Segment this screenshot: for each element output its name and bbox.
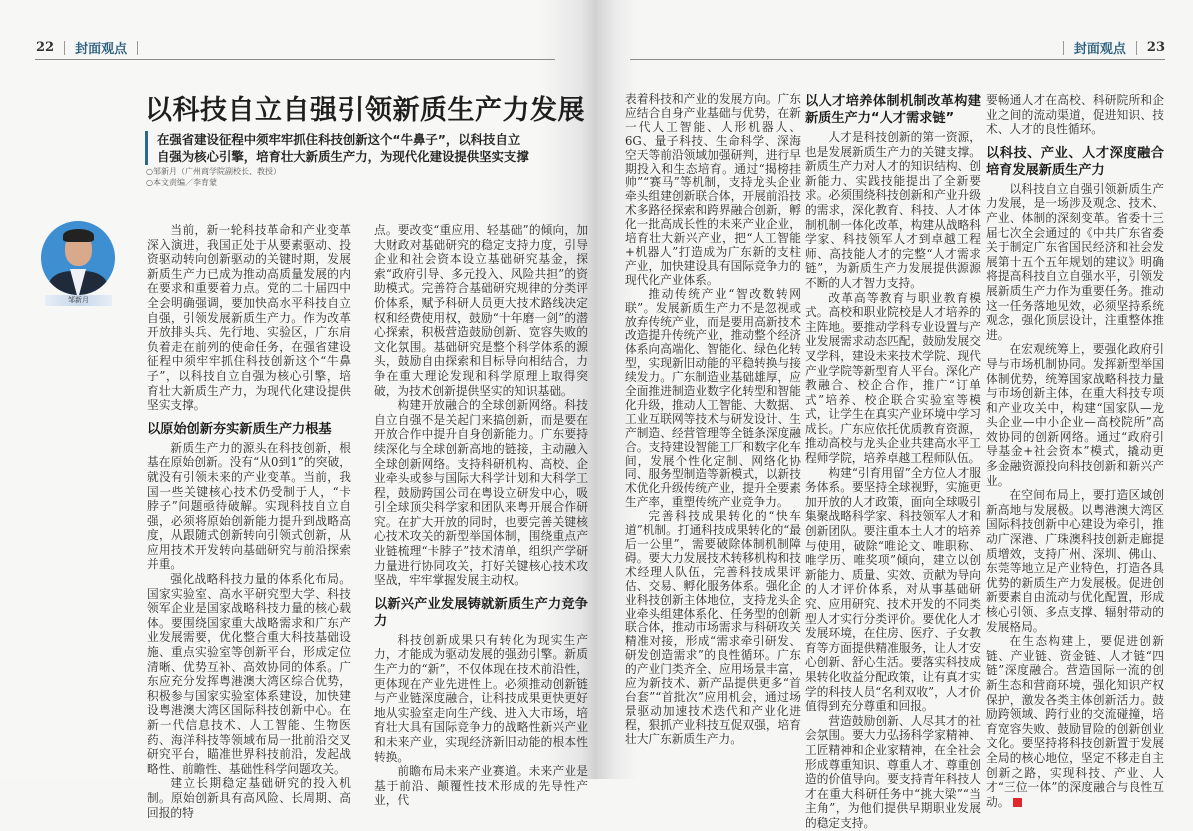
section-heading: 以新兴产业发展铸就新质生产力竞争力 [374, 596, 588, 629]
paragraph: 在宏观统筹上，要强化政府引导与市场机制协同。发挥新型举国体制优势，统筹国家战略科技力量与市场创新主体，在重大科技专项和产业攻关中，构建“国家队—龙头企业—中小企业—高校院所”高效协同的创新网络。通过“政府引导基金+社会资本”模式，撬动更多金融资源投向科技创新和新兴产业。 [986, 342, 1164, 488]
paragraph: 营造鼓励创新、人尽其才的社会氛围。要大力弘扬科学家精神、工匠精神和企业家精神，在全社会形成尊重知识、尊重人才、尊重创造的价值导向。要支持青年科技人才在重大科研任务中“挑大梁”“当主角”，为他们提供早期职业发展的稳定支持。 [805, 713, 981, 830]
divider [64, 41, 65, 55]
page-number: 22 [36, 40, 55, 55]
section-heading: 以原始创新夯实新质生产力根基 [147, 421, 332, 437]
paragraph: 构建“引育用留”全方位人才服务体系。要坚持全球视野，实施更加开放的人才政策，面向全球吸引集聚战略科学家、科技领军人才和创新团队。要注重本土人才的培养与使用，破除“唯论文、唯职称、唯学历、唯奖项”倾向，建立以创新能力、质量、实效、贡献为导向的人才评价体系，对从事基础研究、应用研究、技术开发的不同类型人才实行分类评价。要优化人才发展环境，在住房、医疗、子女教育等方面提供精准服务，让人才安心创新、舒心生活。要落实科技成果转化收益分配政策，让有真才实学的科技人员“名利双收”，人才价值得到充分尊重和回报。 [805, 465, 981, 714]
section-heading: 以科技、产业、人才深度融合培育发展新质生产力 [986, 145, 1164, 178]
paragraph: 科技创新成果只有转化为现实生产力，才能成为驱动发展的强劲引擎。新质生产力的“新”，不仅体现在技术前沿性，更体现在产业先进性上。必须推动创新链与产业链深度融合，让科技成果更快更好地从实验室走向生产线、进入大市场，培育壮大具有国际竞争力的战略性新兴产业和未来产业，实现经济新旧动能的根本性转换。 [374, 632, 588, 764]
section-heading: 以人才培养体制机制改革构建新质生产力“人才需求链” [805, 94, 981, 126]
paragraph: 以科技自立自强引领新质生产力发展，是一场涉及观念、技术、产业、体制的深刻变革。省委十三届七次全会通过的《中共广东省委关于制定广东省国民经济和社会发展第十五个五年规划的建议》明确将提高科技自立自强水平，引领发展新质生产力作为重要任务。推动这一任务落地见效，必须坚持系统观念，强化顶层设计，注重整体推进。 [986, 181, 1164, 342]
paragraph: 在空间布局上，要打造区域创新高地与发展极。以粤港澳大湾区国际科技创新中心建设为牵引，推动广深港、广珠澳科技创新走廊提质增效，支持广州、深圳、佛山、东莞等地立足产业特色，打造各具优势的新质生产力发展极。促进创新要素自由流动与优化配置，形成核心引领、多点支撑、辐射带动的发展格局。 [986, 488, 1164, 634]
article-deck: 在强省建设征程中须牢牢抓住科技创新这个“牛鼻子”，以科技自立自强为核心引擎，培育壮大新质生产力，为现代化建设提供坚实支撑 [145, 131, 529, 165]
paragraph-last [986, 634, 1164, 809]
section-name: 封面观点 [75, 42, 128, 57]
paragraph: 建立长期稳定基础研究的投入机制。原始创新具有高风险、长周期、高回报的特 [147, 776, 351, 820]
paragraph: 点。要改变“重应用、轻基础”的倾向，加大财政对基础研究的稳定支持力度，引导企业和社会资本设立基础研究基金，探索“政府引导、多元投入、风险共担”的资助模式。完善符合基础研究规律的分类评价体系，赋予科研人员更大技术路线决定权和经费使用权，鼓励“十年磨一剑”的潜心探索，积极营造鼓励创新、宽容失败的文化氛围。基础研究是整个科学体系的源头，鼓励自由探索和目标导向相结合，力争在重大理论发现和科学原理上取得突破，为技术创新提供坚实的知识基础。 [374, 223, 588, 398]
left-page-header [36, 38, 138, 57]
paragraph: 改革高等教育与职业教育模式。高校和职业院校是人才培养的主阵地。要推动学科专业设置与产业发展需求动态匹配，鼓励发展交叉学科，建设未来技术学院、现代产业学院等新型育人平台。深化产教融合、校企合作，推广“订单式”培养、校企联合实验室等模式，让学生在真实产业环境中学习成长。广东应依托优质教育资源，推动高校与龙头企业共建高水平工程师学院，培养卓越工程师队伍。 [805, 290, 981, 466]
article-column-1 [147, 223, 351, 820]
section-name: 封面观点 [1073, 42, 1126, 57]
photo-caption: 邹新月 [45, 295, 112, 306]
right-page-header [1063, 38, 1165, 57]
divider [1063, 41, 1064, 55]
paragraph: 要畅通人才在高校、科研院所和企业之间的流动渠道，促进知识、技术、人才的良性循环。 [986, 93, 1164, 137]
byline [146, 166, 281, 188]
author-photo [41, 221, 115, 295]
article-column-2 [374, 223, 588, 808]
paragraph: 新质生产力的源头在科技创新，根基在原始创新。没有“从0到1”的突破，就没有引领未来的产业变革。当前，我国一些关键核心技术仍受制于人，“卡脖子”问题亟待破解。实现科技自立自强，必须将原始创新能力提升到战略高度，从跟随式创新转向引领式创新，从应用技术开发转向基础研究与前沿探索并重。 [147, 440, 351, 572]
article-title: 以科技自立自强引领新质生产力发展 [145, 95, 585, 126]
header-rule [35, 59, 555, 60]
article-column-3 [625, 93, 801, 747]
article-column-5 [986, 93, 1164, 809]
divider [1136, 41, 1137, 55]
paragraph-text: 在生态构建上，要促进创新链、产业链、资金链、人才链“四链”深度融合。营造国际一流的创新生态和营商环境，强化知识产权保护，激发各类主体创新活力。鼓励跨领域、跨行业的交流碰撞，培育宽容失败、鼓励冒险的创新创业文化。要坚持将科技创新置于发展全局的核心地位，坚定不移走自主创新之路，实现科技、产业、人才“三位一体”的深度融合与良性互动。 [986, 634, 1164, 809]
paragraph: 表着科技和产业的发展方向。广东应结合自身产业基础与优势，在新一代人工智能、人形机器人、6G、量子科技、生命科学、深海空天等前沿领域加强研判，进行早期投入和生态培育。通过“揭榜挂帅”“赛马”等机制，支持龙头企业牵头组建创新联合体，开展前沿技术多路径探索和跨界融合创新，孵化一批高成长性的未来产业企业，培育壮大新兴产业，把“人工智能+机器人”打造成为广东新的支柱产业，加快建设具有国际竞争力的现代化产业体系。 [625, 92, 801, 287]
end-mark-icon [1013, 798, 1022, 807]
divider [137, 41, 138, 55]
paragraph: 完善科技成果转化的“快车道”机制。打通科技成果转化的“最后一公里”，需要破除体制机制障碍。要大力发展技术转移机构和技术经理人队伍，完善科技成果评估、交易、孵化服务体系。强化企业科技创新主体地位，支持龙头企业牵头组建体系化、任务型的创新联合体，推动市场需求与科研攻关精准对接，形成“需求牵引研发、研发创造需求”的良性循环。广东的产业门类齐全、应用场景丰富，应为新技术、新产品提供更多“首台套”“首批次”应用机会，通过场景驱动加速技术迭代和产业化进程，狠抓产业科技互促双强，培育壮大广东新质生产力。 [625, 509, 801, 746]
paragraph: 前瞻布局未来产业赛道。未来产业是基于前沿、颠覆性技术形成的先导性产业，代 [374, 764, 588, 808]
paragraph: 推动传统产业“智改数转网联”。发展新质生产力不是忽视或放弃传统产业，而是要用高新技术改造提升传统产业，推动整个经济体系向高端化、智能化、绿色化转型，实现新旧动能的平稳转换与接续发力。广东制造业基础雄厚，应全面推进制造业数字化转型和智能化升级，推动人工智能、大数据、工业互联网等技术与研发设计、生产制造、经营管理等全链条深度融合。支持建设智能工厂和数字化车间，发展个性化定制、网络化协同、服务型制造等新模式，以新技术优化升级传统产业，提升全要素生产率，重塑传统产业竞争力。 [625, 286, 801, 510]
paragraph: 当前，新一轮科技革命和产业变革深入演进，我国正处于从要素驱动、投资驱动转向创新驱动的关键时期，发展新质生产力已成为推动高质量发展的内在要求和重要着力点。党的二十届四中全会明确强调，要加快高水平科技自立自强，引领发展新质生产力。作为改革开放排头兵、先行地、实验区，广东肩负着走在前列的使命任务，在强省建设征程中须牢牢抓住科技创新这个“牛鼻子”，以科技自立自强为核心引擎，培育壮大新质生产力，为现代化建设提供坚实支撑。 [147, 223, 351, 413]
page-number: 23 [1146, 40, 1165, 55]
paragraph: 强化战略科技力量的体系化布局。国家实验室、高水平研究型大学、科技领军企业是国家战略科技力量的核心载体。要围绕国家重大战略需求和广东产业发展需要，优化整合重大科技基础设施、重点实验室等创新平台，形成定位清晰、优势互补、高效协同的体系。广东应充分发挥粤港澳大湾区综合优势，积极参与国家实验室体系建设，加快建设粤港澳大湾区国际科技创新中心。在新一代信息技术、人工智能、生物医药、海洋科技等领域布局一批前沿交叉研究平台，瞄准世界科技前沿，发起战略性、前瞻性、基础性科学问题攻关。 [147, 572, 351, 776]
article-column-4 [805, 93, 981, 831]
byline-author: ○邹新月（广州商学院副校长、教授） [146, 167, 281, 176]
photo-hair-shape [63, 229, 94, 242]
paragraph: 构建开放融合的全球创新网络。科技自立自强不是关起门来搞创新，而是要在开放合作中提升自身创新能力。广东要持续深化与全球创新高地的链接，主动融入全球创新网络。支持科研机构、高校、企业牵头或参与国际大科学计划和大科学工程，鼓励跨国公司在粤设立研发中心，吸引全球顶尖科学家和团队来粤开展合作研究。在扩大开放的同时，也要完善关键核心技术攻关的新型举国体制，围绕重点产业链梳理“卡脖子”技术清单，组织产学研力量进行协同攻关，打好关键核心技术攻坚战，牢牢掌握发展主动权。 [374, 398, 588, 588]
byline-editor: ○本文责编／李育蒙 [146, 178, 217, 187]
header-rule [630, 59, 1165, 60]
paragraph: 人才是科技创新的第一资源，也是发展新质生产力的关键支撑。新质生产力对人才的知识结构、创新能力、实践技能提出了全新要求。必须围绕科技创新和产业升级的需求，深化教育、科技、人才体制机制一体化改革，构建从战略科学家、科技领军人才到卓越工程师、高技能人才的完整“人才需求链”，为新质生产力发展提供源源不断的人才智力支持。 [805, 130, 981, 290]
